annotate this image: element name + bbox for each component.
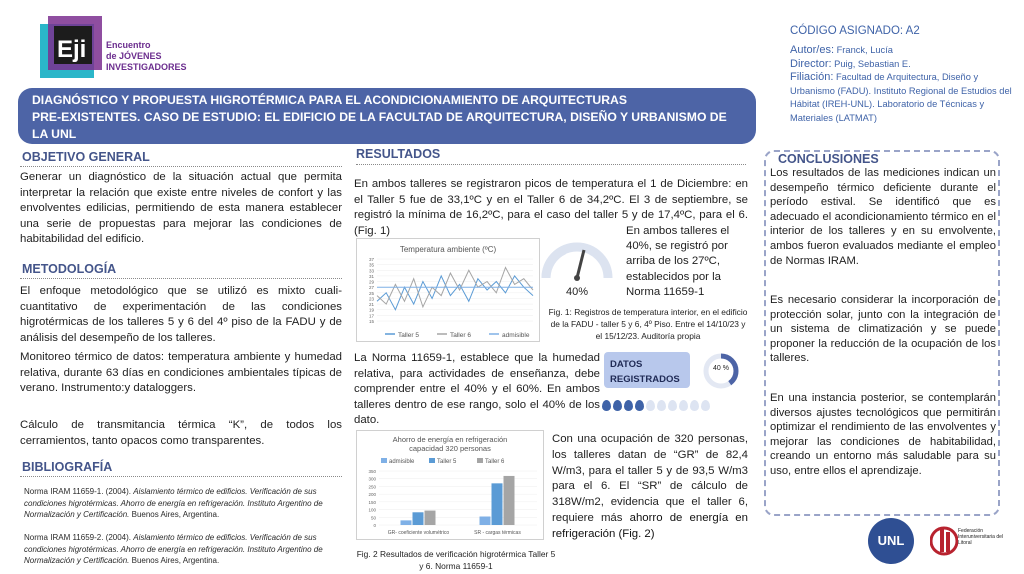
- logo-line-1: Encuentro: [106, 40, 151, 50]
- conclusiones-p1: Los resultados de las mediciones indican un desempeño térmico deficiente durante el período estival. Se identificó que es adecuado el acondicionamiento térmico en el interior de los talleres y en su envolvente, ambos fueron evaluados mediante el empleo de Normas IRAM.: [770, 167, 996, 267]
- energy-chart-svg: [357, 431, 543, 539]
- drops-indicator: [602, 398, 752, 416]
- bar-admisible: [401, 520, 412, 525]
- conclusiones-p3: En una instancia posterior, se contemplarán diversos ajustes tecnológicos que permitirán optimizar el rendimiento de las envolventes y mejorar las condiciones de habitabilidad, creando un entorno más saludable para su uso, entre ellos el aprendizaje.: [770, 392, 996, 477]
- y-tick-label: 200: [368, 492, 376, 498]
- y-tick-label: 19: [368, 307, 374, 313]
- objetivo-heading: OBJETIVO GENERAL: [22, 150, 150, 164]
- y-tick-label: 27: [368, 285, 374, 291]
- director-label: Director:: [790, 57, 832, 70]
- chart-title: Temperatura ambiente (ºC): [399, 245, 497, 254]
- director-value: Puig, Sebastian E.: [834, 58, 911, 69]
- resultados-p3: La Norma 11659-1, establece que la humedad relativa, para actividades de enseñanza, debe comprender entre el 40% y el 60%. En ambos talleres dentro de ese rango, solo el 40% de los dato.: [354, 352, 600, 427]
- event-logo: [40, 16, 102, 78]
- logo-line-3: INVESTIGADORES: [106, 62, 187, 72]
- resultados-p1: En ambos talleres se registraron picos de temperatura el 1 de Diciembre: en el Taller 5 fue de 33,1ºC y en el Taller 6 de 34,2ºC. El 3 de septiembre, se registró la mínima de 16,2ºC, para el caso del taller 5 y de 17,4ºC, para el 6. (Fig. 1): [354, 178, 748, 237]
- resultados-p4-text: Con una ocupación de 320 personas, los talleres datan de “GR” de 82,4 W/m3, para el taller 5 y de 93,5 W/m3 para el 6. El “SR” de cálculo de 318W/m2, evidencia que el taller 6, requiere más: [552, 433, 748, 524]
- temperature-chart-svg: [357, 239, 539, 341]
- y-tick-label: 21: [368, 302, 374, 308]
- metodologia-p3: Cálculo de transmitancia térmica “K”, de todos los cerramientos, tanto opacos como transparentes.: [20, 419, 342, 447]
- logo-line-2: de JÓVENES: [106, 51, 162, 61]
- x-tick-label: SR - cargas térmicas: [474, 530, 521, 536]
- reference-1-title: Aislamiento térmico de edificios. Verificación de sus condiciones higrotérmicas. Ahorro de energía en refrigeración. Instituto Argentino de Normalización y Certificación.: [24, 487, 323, 519]
- drop-icon: [701, 400, 710, 411]
- legend-label: admisible: [389, 459, 415, 465]
- drop-icon: [646, 400, 655, 411]
- svg-text:Eji: Eji: [57, 36, 87, 63]
- legend-label: Taller 6: [450, 332, 471, 339]
- section-divider: [356, 164, 746, 165]
- conclusiones-p2: Es necesario considerar la incorporación de protección solar, junto con la integración de un sistema de climatización y se puede proponer la reducción de la ocupación de los talleres.: [770, 294, 996, 365]
- filiation-label: Filiación:: [790, 71, 834, 83]
- x-tick-label: GR- coeficiente volumétrico: [387, 530, 450, 536]
- y-tick-label: 15: [368, 319, 374, 324]
- metodologia-p1: El enfoque metodológico que se utilizó es mixto cuali-cuantitativo de experimentación de las condiciones higrotérmicas de los talleres 5 y 6 del 4º piso de la FADU y de análisis del desempeño de los talleres.: [20, 285, 342, 344]
- reference-1-place: Buenos Aires, Argentina.: [131, 510, 220, 519]
- legend-label: Taller 5: [398, 332, 419, 339]
- legend-label: admisible: [502, 332, 530, 339]
- filiation-value: Facultad de Arquitectura, Diseño y Urbanismo (FADU). Instituto Regional de Estudios del Hábitat (IREH-UNL). Laboratorio de Técnicas y Materiales (LATMAT): [790, 72, 1012, 123]
- gauge-label: 40%: [566, 286, 589, 298]
- title-line-1: DIAGNÓSTICO Y PROPUESTA HIGROTÉRMICA PARA EL ACONDICIONAMIENTO DE ARQUITECTURAS: [32, 93, 627, 107]
- resultados-p4: [552, 432, 748, 543]
- drop-icon: [624, 400, 633, 411]
- fiu-logo-text: Federación Interuniversitaria del Litoral: [958, 528, 1004, 546]
- y-tick-label: 100: [368, 507, 376, 513]
- ring-widget: [702, 352, 740, 390]
- ring-label: 40 %: [713, 365, 729, 372]
- drop-icon: [679, 400, 688, 411]
- reference-1: [24, 486, 342, 521]
- resultados-p2: En ambos talleres el 40%, se registró por arriba de los 27ºC, establecidos por la Norma 11659-1: [626, 225, 730, 298]
- conclusiones-heading: CONCLUSIONES: [772, 152, 885, 166]
- legend-label: Taller 6: [485, 459, 505, 465]
- legend-swatch: [477, 458, 483, 463]
- authors-value: Franck, Lucía: [836, 45, 893, 55]
- resultados-heading: RESULTADOS: [356, 147, 441, 161]
- legend-swatch: [381, 458, 387, 463]
- section-divider: [20, 476, 342, 477]
- event-logo-mark: [40, 16, 102, 78]
- bar-taller-6: [425, 511, 436, 525]
- reference-1-source: Norma IRAM 11659-1. (2004).: [24, 487, 132, 496]
- fiu-logo: [930, 518, 958, 564]
- authors-label: Autor/es:: [790, 44, 835, 56]
- y-tick-label: 33: [368, 268, 374, 274]
- datos-line-1: DATOS: [610, 359, 643, 370]
- y-tick-label: 23: [368, 296, 374, 302]
- datos-registrados-badge: [604, 352, 690, 388]
- legend-label: Taller 5: [437, 459, 457, 465]
- fig2-caption: Fig. 2 Resultados de verificación higrotérmica Taller 5 y 6. Norma 11659-1: [356, 549, 556, 571]
- y-tick-label: 37: [368, 257, 374, 262]
- y-tick-label: 150: [368, 499, 376, 505]
- y-tick-label: 50: [370, 515, 376, 521]
- metodologia-heading: METODOLOGÍA: [22, 262, 117, 276]
- drop-icon: [668, 400, 677, 411]
- bar-admisible: [480, 517, 491, 525]
- y-tick-label: 350: [368, 469, 376, 474]
- unl-logo: UNL: [868, 518, 914, 564]
- reference-2-place: Buenos Aires, Argentina.: [131, 556, 220, 565]
- chart-subtitle: capacidad 320 personas: [409, 444, 491, 453]
- title-line-3: LA UNL: [32, 127, 77, 141]
- energy-chart: [356, 430, 544, 540]
- y-tick-label: 250: [368, 484, 376, 490]
- event-logo-text: [106, 40, 216, 73]
- gauge-icon: [540, 236, 614, 282]
- drop-icon: [635, 400, 644, 411]
- authors-block: [790, 44, 1020, 125]
- reference-2-source: Norma IRAM 11659-2. (2004).: [24, 533, 132, 542]
- assigned-code: CÓDIGO ASIGNADO: A2: [790, 25, 920, 37]
- resultados-p4-bold: ahorro de energía en refrigeración (Fig. 2): [552, 511, 748, 540]
- objetivo-text: Generar un diagnóstico de la situación actual que permita interpretar la relación que existe entre niveles de confort y las envolventes edilicias, permitiendo de esta manera establecer una serie de propuestas para mejorar las condiciones de habitabilidad del edificio.: [20, 171, 342, 246]
- reference-2: [24, 532, 342, 567]
- chart-title: Ahorro de energía en refrigeración: [392, 435, 508, 444]
- drop-icon: [690, 400, 699, 411]
- y-tick-label: 0: [373, 523, 376, 528]
- title-line-2: PRE-EXISTENTES. CASO DE ESTUDIO: EL EDIFICIO DE LA FACULTAD DE ARQUITECTURA, DISEÑO Y URBANISMO DE: [32, 110, 727, 124]
- fig1-caption: Fig. 1: Registros de temperatura interior, en el edificio de la FADU - taller 5 y 6, 4º Piso. Entre el 14/10/23 y el 15/12/23. Auditoría propia: [548, 307, 748, 341]
- drop-icon: [602, 400, 611, 411]
- legend-swatch: [429, 458, 435, 463]
- title-banner: [18, 88, 756, 144]
- reference-2-title: Aislamiento térmico de edificios. Verificación de sus condiciones higrotérmicas. Ahorro de energía en refrigeración. Instituto Argentino de Normalización y Certificación.: [24, 533, 323, 565]
- temperature-chart: [356, 238, 540, 342]
- metodologia-p2: Monitoreo térmico de datos: temperatura ambiente y humedad relativa, durante 63 días en condiciones ambientales típicas de verano. Instrumento:y dataloggers.: [20, 351, 342, 395]
- gauge-widget: [540, 236, 614, 300]
- y-tick-label: 29: [368, 279, 374, 285]
- section-divider: [20, 278, 342, 279]
- y-tick-label: 25: [368, 290, 374, 296]
- fiu-logo-mark: [930, 518, 958, 564]
- y-tick-label: 35: [368, 262, 374, 268]
- section-divider: [20, 166, 342, 167]
- drop-icon: [657, 400, 666, 411]
- y-tick-label: 31: [368, 273, 374, 279]
- bar-taller-5: [413, 512, 424, 525]
- y-tick-label: 17: [368, 313, 374, 319]
- bar-taller-5: [492, 483, 503, 525]
- drop-icon: [613, 400, 622, 411]
- y-tick-label: 300: [368, 476, 376, 482]
- datos-line-2: REGISTRADOS: [610, 374, 680, 385]
- bar-taller-6: [504, 476, 515, 525]
- bibliografia-heading: BIBLIOGRAFÍA: [22, 460, 113, 474]
